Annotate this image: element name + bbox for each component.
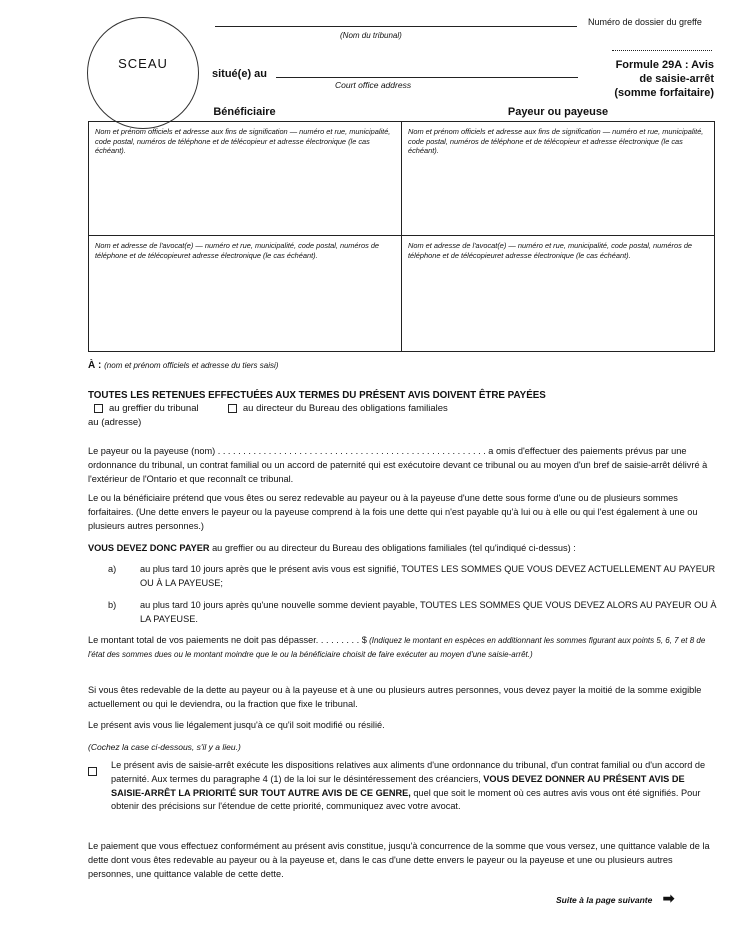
file-number-label: Numéro de dossier du greffe [588,17,702,27]
paragraph-discharge: Le paiement que vous effectuez conformément au présent avis constitue, jusqu'à concurrence de la somme que vous versez, une quittance valable de la dette dont vous êtes redevable au payeur ou à la payeuse et, dans le cas d'une dette envers le payeur ou la payeuse et une ou plusieurs autres personnes, une quittance valable de cette dette. [88,841,710,879]
file-number-line [612,50,712,51]
max-amount-hint: (Indiquez le montant en espèces en additionnant les sommes figurant aux points 5, 6, 7 et 8 de l'état des sommes dues ou le montant moindre que le ou la bénéficiaire choisit de faire exécuter au moyen d'une saisie-arrêt.) [88,636,706,659]
paragraph-debt: Le ou la bénéficiaire prétend que vous êtes ou serez redevable au payeur ou à la payeuse d'une dette sous forme d'une ou de plusieurs sommes forfaitaires. (Une dette envers le payeur ou la payeuse comprend à la fois une dette qui n'est payable qu'à lui ou à elle ou qui l'est également à une ou plusieurs autres personnes.) [88,493,698,531]
all-payments-text: TOUTES LES RETENUES EFFECTUÉES AUX TERMES DU PRÉSENT AVIS DOIVENT ÊTRE PAYÉES [88,390,546,401]
item-b-label: b) [108,600,117,610]
court-name-hint: (Nom du tribunal) [340,31,402,40]
beneficiary-info-hint: Nom et prénom officiels et adresse aux fins de signification — numéro et rue, municipalité, code postal, numéros de téléphone et de télécopieur et adresse électronique (le cas échéant). [95,127,391,156]
payor-heading: Payeur ou payeuse [507,106,609,118]
arrow-right-icon: ➡ [662,890,675,906]
priority-checkbox[interactable] [88,763,103,781]
located-at-label: situé(e) au [212,68,268,80]
form-title-line2: de saisie-arrêt [639,72,714,85]
court-address-hint: Court office address [335,80,412,90]
form-title-line1: Formule 29A : Avis [615,59,714,71]
item-a [88,563,718,591]
director-checkbox[interactable] [228,404,237,413]
item-a-text: au plus tard 10 jours après que le présent avis vous est signifié, TOUTES LES SOMMES QUE VOUS DEVEZ ACTUELLEMENT AU PAYEUR OU À LA PAYEUSE; [140,564,716,588]
item-a-label: a) [108,564,117,574]
seal-label: SCEAU [118,56,168,71]
to-line [88,360,278,371]
form-title [590,59,714,100]
continued-footer [556,890,674,907]
paragraph-default: Le payeur ou la payeuse (nom) . . . . . . . . . . . . . . . . . . . . . . . . . . . . . . . . . . . . . . . . . . . . . . . . . . . . . a omis d'effectuer des paiements prévus par une ordonnance du tribunal, un contrat familial ou un accord de paternité qui est exécutoire devant ce tribunal ou au moyen d'un bref de saisie-arrêt délivré à l'extérieur de l'Ontario et que reconnaît ce tribunal. [88,446,708,484]
priority-text-bold: VOUS DEVEZ DONNER AU PRÉSENT AVIS DE SAISIE-ARRÊT LA PRIORITÉ SUR TOUT AUTRE AVIS DE CE GENRE, [111,773,685,798]
must-pay-bold: VOUS DEVEZ DONC PAYER [88,543,210,553]
beneficiary-lawyer-hint: Nom et adresse de l'avocat(e) — numéro et rue, municipalité, code postal, numéros de téléphone et de télécopieuret adresse électronique (le cas échéant). [95,241,380,260]
item-b-text: au plus tard 10 jours après qu'une nouvelle somme devient payable, TOUTES LES SOMMES QUE VOUS DEVEZ ALORS AU PAYEUR OU À LA PAYEUSE. [140,600,717,624]
beneficiary-info-box[interactable] [89,122,402,236]
priority-text-b: quel que soit le moment où ces autres avis vous ont été signifiés. Pour obtenir des précisions sur l'étendue de cette priorité, communiquez avec votre avocat. [111,787,701,812]
payor-info-box[interactable] [402,122,715,236]
to-hint: (nom et prénom officiels et adresse du tiers saisi) [104,361,279,370]
payor-lawyer-box[interactable] [402,236,715,352]
paragraph-must-pay [88,542,718,556]
item-b [88,599,718,627]
all-payments-heading [88,389,718,404]
continued-label: Suite à la page suivante [556,895,653,905]
paragraph-max-amount [88,634,718,662]
beneficiary-lawyer-box[interactable] [89,236,402,352]
court-name-line [215,26,577,27]
option-director-label: au directeur du Bureau des obligations familiales [242,403,448,414]
must-pay-rest: au greffier ou au directeur du Bureau des obligations familiales (tel qu'indiqué ci-dessus) : [209,543,576,553]
check-hint: (Cochez la case ci-dessous, s'il y a lieu.) [88,742,241,752]
payor-lawyer-hint: Nom et adresse de l'avocat(e) — numéro et rue, municipalité, code postal, numéros de téléphone et de télécopieuret adresse électronique (le cas échéant). [408,241,693,260]
paragraph-joint-debt: Si vous êtes redevable de la dette au payeur ou à la payeuse et à une ou plusieurs autres personnes, vous devez payer la moitié de la somme exigible actuellement ou qui le deviendra, ou la fraction que fixe le tribunal. [88,685,702,709]
address-hint: au (adresse) [88,417,142,428]
parties-table [88,121,715,352]
option-clerk-label: au greffier du tribunal [109,403,199,414]
clerk-checkbox[interactable] [94,404,103,413]
payee-options [94,403,448,414]
paragraph-binding: Le présent avis vous lie légalement jusqu'à ce qu'il soit modifié ou résilié. [88,720,385,730]
priority-checkbox-box[interactable] [88,767,97,776]
priority-text-a: Le présent avis de saisie-arrêt exécute les dispositions relatives aux aliments d'une ordonnance du tribunal, d'un contrat familial ou d'un accord de paternité. Aux termes du paragraphe 4 (1) de la loi sur le désintéressement des créanciers, [111,760,706,784]
payor-info-hint: Nom et prénom officiels et adresse aux fins de signification — numéro et rue, municipalité, code postal, numéros de téléphone et de télécopieur et adresse électronique (le cas échéant). [408,127,704,156]
beneficiary-heading: Bénéficiaire [213,106,276,118]
form-title-line3: (somme forfaitaire) [614,86,714,99]
to-label: À : [88,360,102,371]
paragraph-priority [111,759,718,814]
max-amount-text: Le montant total de vos paiements ne doit pas dépasser. . . . . . . . . $ [88,635,367,645]
court-address-line [276,77,578,78]
